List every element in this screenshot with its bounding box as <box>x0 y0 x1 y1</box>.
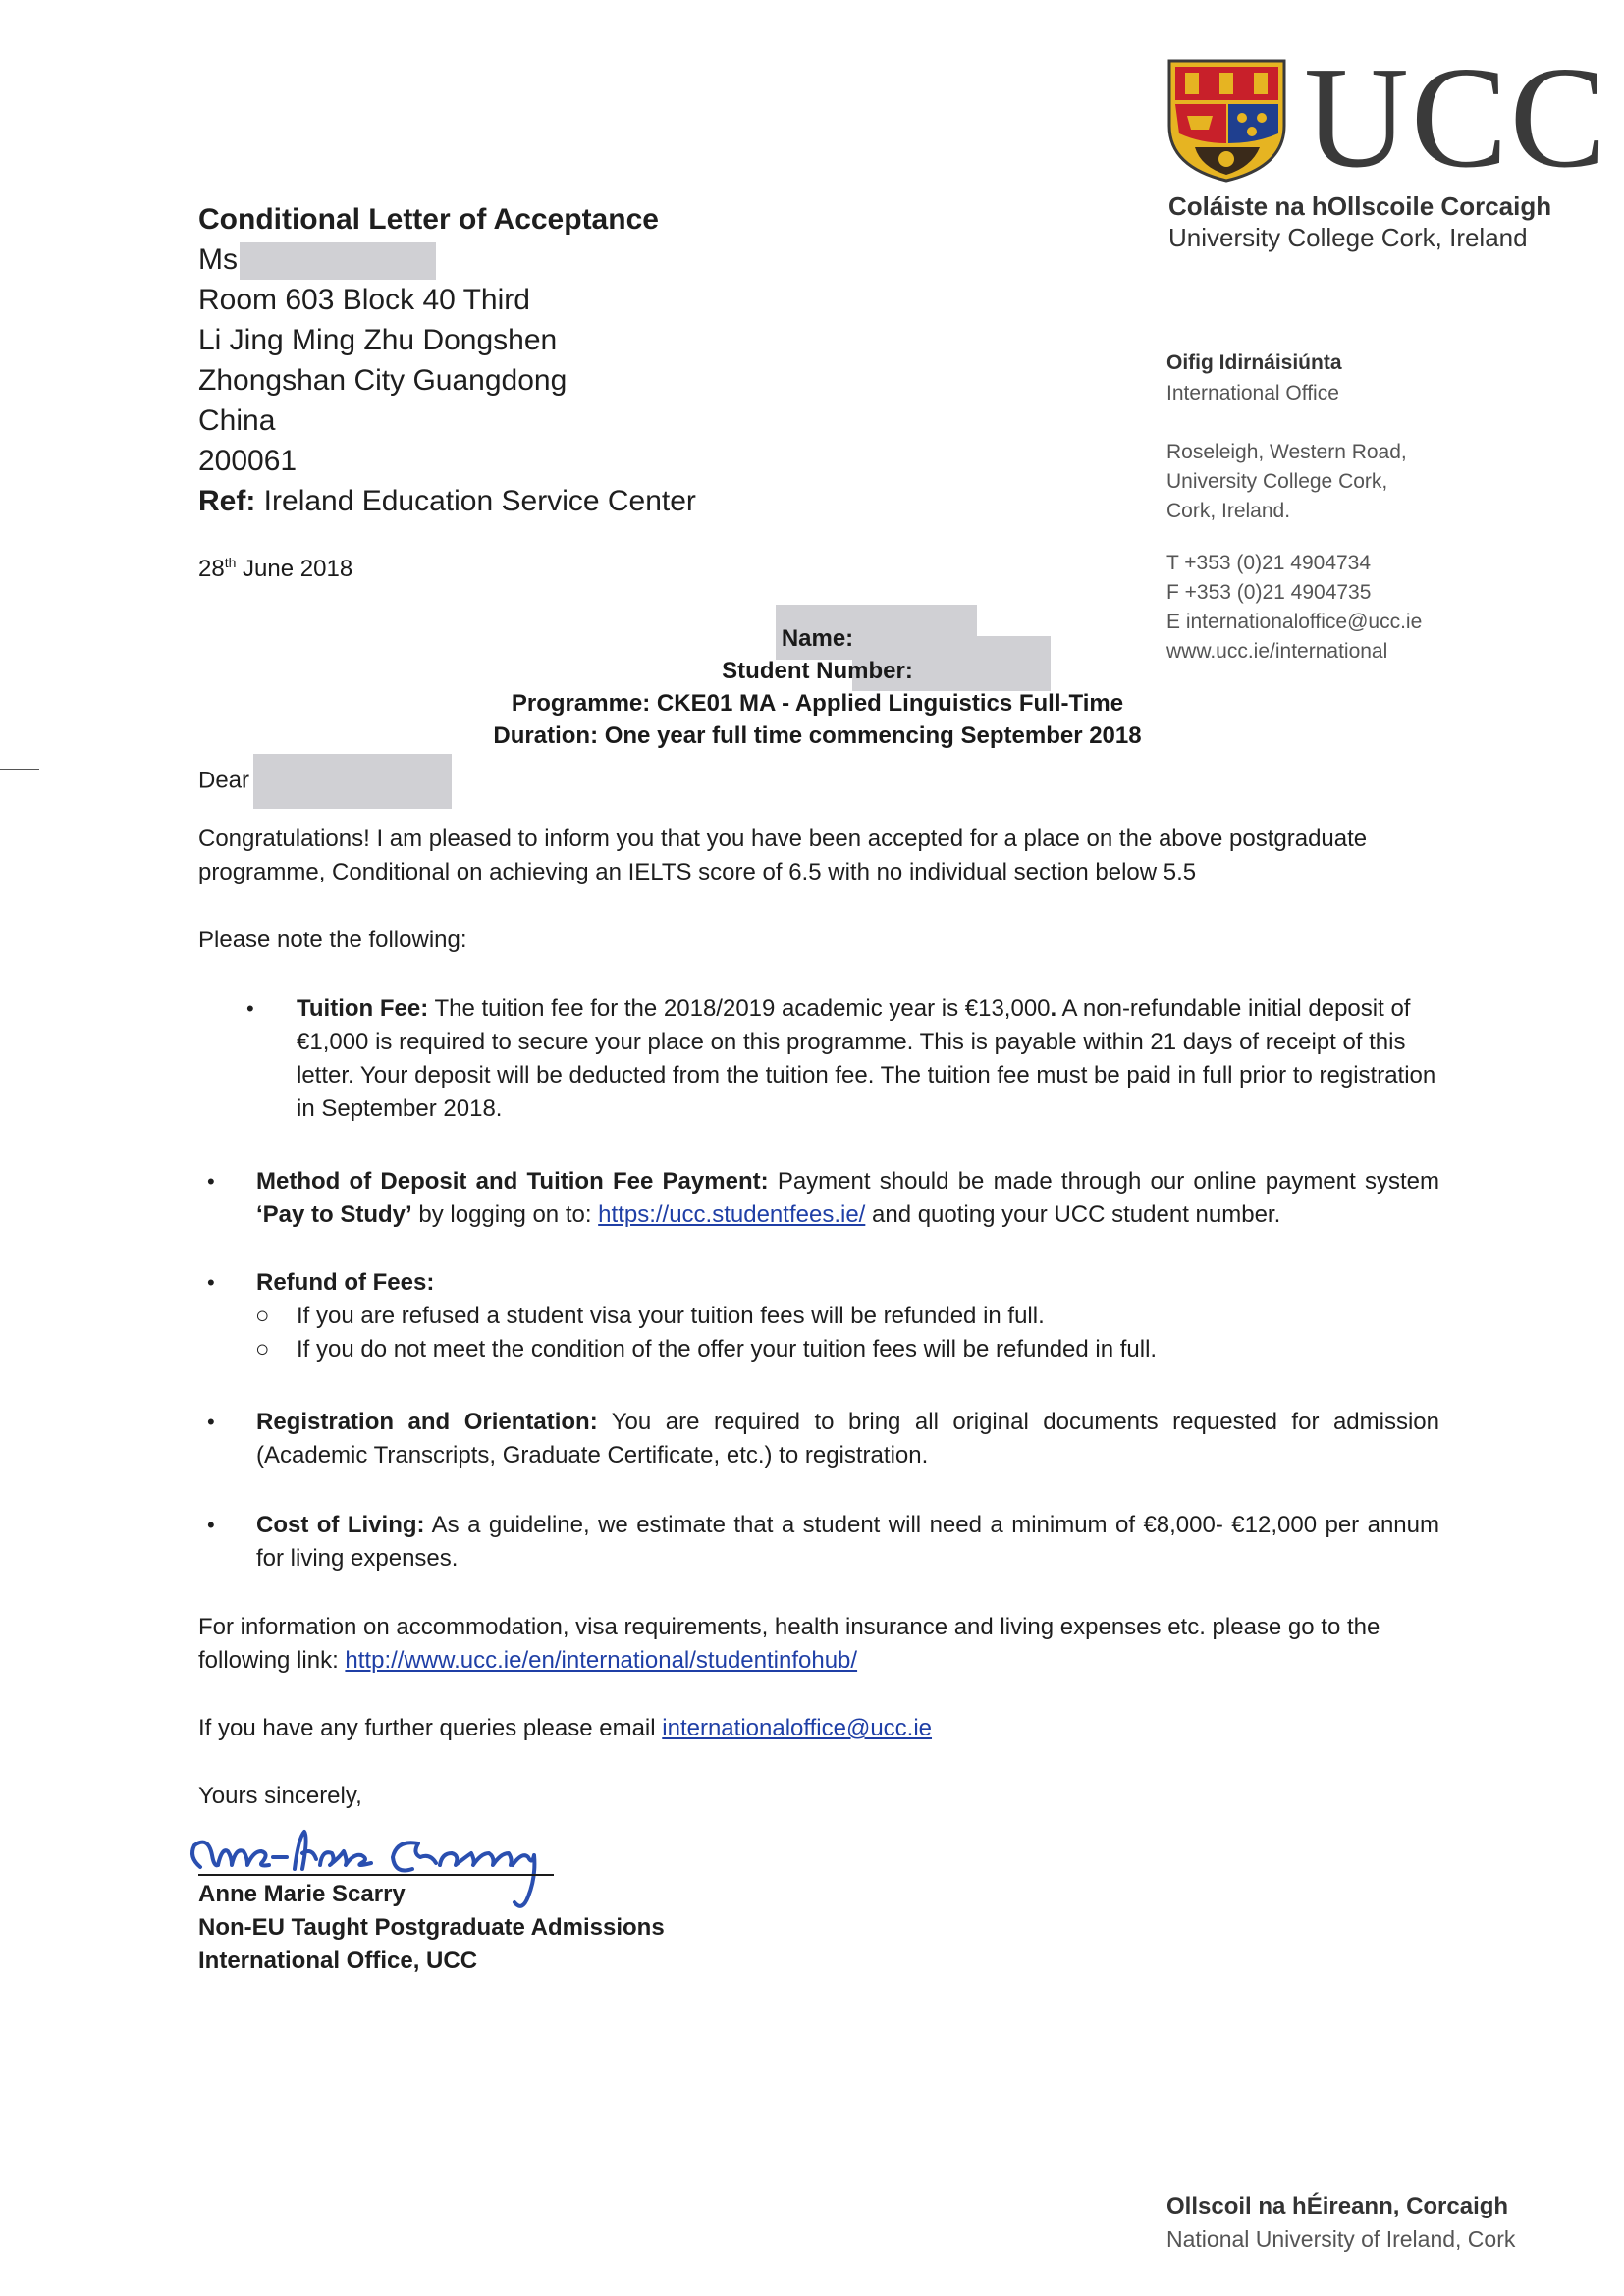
payment-method-item: Method of Deposit and Tuition Fee Payment: Payment should be made through our online payment system ‘Pay to Study’ by logging on to: https://ucc.studentfees.ie/ and quoting your UCC student number. <box>256 1168 1440 1228</box>
office-name-irish: Oifig Idirnáisiúnta <box>1166 351 1342 374</box>
bullet: • <box>207 1410 215 1434</box>
university-name-english: University College Cork, Ireland <box>1168 223 1528 252</box>
recipient-address-line: Room 603 Block 40 Third <box>198 284 530 316</box>
queries-paragraph: If you have any further queries please email internationaloffice@ucc.ie <box>198 1715 933 1741</box>
signatory-name: Anne Marie Scarry <box>198 1881 406 1907</box>
info-paragraph: For information on accommodation, visa requirements, health insurance and living expenses etc. please go to the following link: http://www.ucc.ie/en/international/studentinfohub/ <box>198 1614 1380 1674</box>
refund-item-visa: If you are refused a student visa your tuition fees will be refunded in full. <box>297 1303 1045 1329</box>
registration-item: Registration and Orientation: You are required to bring all original documents requested for admission (Academic Transcripts, Graduate Certificate, etc.) to registration. <box>256 1409 1439 1468</box>
student-name-label: Name: <box>781 625 854 652</box>
redacted-name <box>240 242 436 280</box>
signatory-office: International Office, UCC <box>198 1948 478 1974</box>
sub-bullet: ○ <box>255 1303 270 1329</box>
signatory-role: Non-EU Taught Postgraduate Admissions <box>198 1914 665 1941</box>
office-fax: F +353 (0)21 4904735 <box>1166 581 1372 604</box>
recipient-name: Ms <box>198 240 436 280</box>
letter-title: Conditional Letter of Acceptance <box>198 203 659 236</box>
student-number-label: Student Number: <box>722 658 913 684</box>
office-email[interactable]: E internationaloffice@ucc.ie <box>1166 611 1423 633</box>
ucc-crest-logo <box>1165 57 1288 185</box>
reference-line: Ref: Ireland Education Service Center <box>198 485 696 517</box>
salutation: Dear <box>198 754 1440 809</box>
office-phone: T +353 (0)21 4904734 <box>1166 552 1372 574</box>
office-name-english: International Office <box>1166 382 1339 404</box>
congratulations-paragraph: Congratulations! I am pleased to inform you that you have been accepted for a place on the above postgraduate programme, Conditional on achieving an IELTS score of 6.5 with no individual section below 5.5 <box>198 826 1368 885</box>
office-address-line: Cork, Ireland. <box>1166 500 1291 522</box>
recipient-address-line: China <box>198 404 276 437</box>
office-address-line: Roseleigh, Western Road, <box>1166 441 1407 463</box>
office-website[interactable]: www.ucc.ie/international <box>1166 640 1388 663</box>
bullet: • <box>207 1169 215 1194</box>
footer-english: National University of Ireland, Cork <box>1166 2226 1516 2252</box>
closing: Yours sincerely, <box>198 1783 362 1809</box>
redacted-salutation-name <box>253 754 452 809</box>
letter-date: 28th June 2018 <box>198 555 353 582</box>
international-office-email-link[interactable]: internationaloffice@ucc.ie <box>662 1715 933 1741</box>
student-info-hub-link[interactable]: http://www.ucc.ie/en/international/studentinfohub/ <box>345 1647 858 1674</box>
refund-item-condition: If you do not meet the condition of the offer your tuition fees will be refunded in full. <box>297 1336 1158 1362</box>
cost-of-living-item: Cost of Living: As a guideline, we estimate that a student will need a minimum of €8,000- €12,000 per annum for living expenses. <box>256 1512 1439 1572</box>
recipient-address-line: 200061 <box>198 445 298 477</box>
office-address-line: University College Cork, <box>1166 470 1388 493</box>
university-name-irish: Coláiste na hOllscoile Corcaigh <box>1168 191 1552 221</box>
sub-bullet: ○ <box>255 1336 270 1362</box>
footer-irish: Ollscoil na hÉireann, Corcaigh <box>1166 2193 1509 2219</box>
recipient-address-line: Li Jing Ming Zhu Dongshen <box>198 324 558 356</box>
signature-line <box>198 1874 554 1876</box>
refund-label: Refund of Fees: <box>256 1269 435 1296</box>
bullet: • <box>207 1270 215 1295</box>
tuition-fee-item: Tuition Fee: The tuition fee for the 2018/2019 academic year is €13,000. A non-refundable initial deposit of €1,000 is required to secure your place on this programme. This is payable within 21 days of receipt of this letter. Your deposit will be deducted from the tuition fee. The tuition fee must be paid in full prior to registration in September 2018. <box>297 995 1436 1122</box>
ucc-wordmark: UCC <box>1304 37 1609 198</box>
recipient-address-line: Zhongshan City Guangdong <box>198 364 568 397</box>
fold-mark <box>0 769 39 770</box>
note-line: Please note the following: <box>198 927 467 953</box>
bullet: • <box>246 996 254 1021</box>
student-fees-link[interactable]: https://ucc.studentfees.ie/ <box>598 1201 866 1228</box>
duration-line: Duration: One year full time commencing September 2018 <box>493 722 1142 749</box>
programme-line: Programme: CKE01 MA - Applied Linguistics Full-Time <box>511 690 1124 717</box>
bullet: • <box>207 1513 215 1537</box>
